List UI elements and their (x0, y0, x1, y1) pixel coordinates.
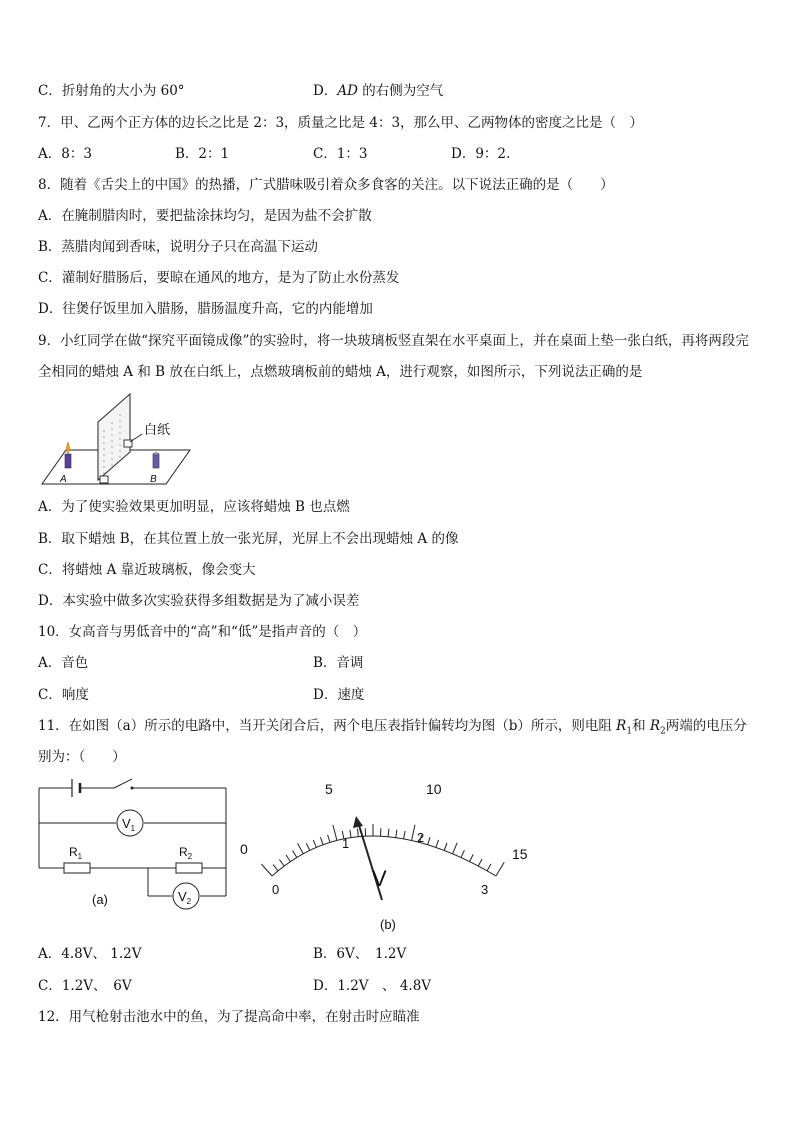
meter-caption: (b) (380, 917, 396, 932)
q9-option-a: A．为了使实验效果更加明显，应该将蜡烛 B 也点燃 (38, 499, 350, 515)
q11-option-d: D．1.2V 、 4.8V (313, 978, 432, 994)
support-block (100, 476, 108, 483)
q11-option-a: A．4.8V、 1.2V (38, 946, 142, 962)
candle-b (153, 454, 159, 468)
resistor-r1 (64, 863, 90, 873)
candle-b-label: B (150, 474, 157, 485)
svg-text:V2: $V_2$ (178, 889, 192, 906)
meter-unit: V (372, 866, 387, 891)
inner-label-0: 0 (272, 882, 280, 897)
q9-option-d: D．本实验中做多次实验获得多组数据是为了减小误差 (38, 593, 360, 609)
q8-option-b: B．蒸腊肉闻到香味，说明分子只在高温下运动 (38, 239, 318, 255)
meter-tick (261, 864, 272, 876)
q8-option-d: D．往煲仔饭里加入腊肠，腊肠温度升高，它的内能增加 (38, 301, 373, 317)
q7-option-b: B．2：1 (175, 146, 230, 162)
candle-flame-icon (66, 442, 69, 454)
q7-option-a: A．8：3 (38, 146, 92, 162)
meter-tick (388, 829, 389, 837)
meter-tick (470, 854, 474, 861)
switch-icon (131, 787, 134, 790)
meter-tick (313, 840, 316, 847)
meter-tick (496, 862, 504, 876)
meter-tick (286, 855, 290, 862)
q8-stem: 8．随着《舌尖上的中国》的热播，广式腊味吸引着众多食客的关注。以下说法正确的是（ ） (38, 177, 614, 193)
outer-label-5: 5 (325, 781, 333, 797)
svg-text:V1: $V_1$ (122, 816, 136, 833)
meter-tick (478, 859, 482, 866)
voltmeter-dial (234, 778, 544, 938)
q10-stem: 10．女高音与男低音中的“高”和“低”是指声音的（ ） (38, 624, 367, 640)
inner-label-2: 2 (417, 830, 425, 845)
inner-label-1: 1 (342, 836, 350, 851)
inner-label-3: 3 (481, 882, 489, 897)
circuit-diagram (36, 776, 232, 914)
q9-option-c: C．将蜡烛 A 靠近玻璃板，像会变大 (38, 562, 256, 578)
meter-tick (412, 825, 415, 841)
meter-tick (293, 851, 297, 858)
resistor-r2 (176, 863, 202, 873)
candle-a-label: A (60, 474, 67, 485)
meter-tick (279, 860, 284, 866)
outer-label-0: 0 (240, 841, 248, 857)
q10-option-d: D．速度 (313, 687, 365, 703)
meter-tick (487, 864, 491, 871)
outer-label-15: 15 (512, 846, 528, 862)
q11-option-c: C．1.2V、 6V (38, 978, 132, 994)
meter-tick (333, 825, 337, 841)
meter-tick (350, 830, 351, 838)
q7-option-d: D．9：2. (451, 146, 511, 162)
q8-option-a: A．在腌制腊肉时，要把盐涂抹均匀，是因为盐不会扩散 (38, 208, 372, 224)
meter-tick (328, 835, 330, 843)
circuit-caption: (a) (92, 892, 108, 907)
meter-tick (444, 843, 447, 851)
meter-tick (306, 843, 310, 850)
meter-tick (273, 865, 278, 871)
q11-option-b: B．6V、 1.2V (313, 946, 407, 962)
q11-stem: 11．在如图（a）所示的电路中，当开关闭合后，两个电压表指针偏转均为图（b）所示，则电阻 $R_1$和 $R_2$两端的电压分 (38, 718, 747, 737)
meter-tick (358, 829, 359, 837)
paper-label: 白纸 (144, 422, 171, 437)
q10-option-b: B．音调 (313, 655, 364, 671)
meter-tick (461, 850, 464, 857)
q9-option-b: B．取下蜡烛 B，在其位置上放一张光屏，光屏上不会出现蜡烛 A 的像 (38, 531, 459, 547)
meter-tick (396, 830, 397, 838)
q6-option-c: C．折射角的大小为 60° (38, 83, 185, 99)
mirror-experiment-figure (38, 392, 198, 492)
q8-option-c: C．灌制好腊肠后，要晾在通风的地方，是为了防止水份蒸发 (38, 270, 400, 286)
q10-option-a: A．音色 (38, 655, 89, 671)
meter-tick (453, 843, 458, 854)
q9-stem: 9．小红同学在做“探究平面镜成像”的实验时，将一块玻璃板竖直架在水平桌面上，并在桌面上垫一张白纸，再将两段完全相同的蜡烛 A 和 B 放在白纸上，点燃玻璃板前的蜡烛 A，进行观察，如图所示，下列说法正确的是 (38, 333, 749, 380)
q12-stem: 12．用气枪射击池水中的鱼，为了提高命中率，在射击时应瞄准 (38, 1009, 420, 1025)
meter-tick (436, 840, 439, 848)
meter-tick (404, 831, 406, 839)
q7-option-c: C．1：3 (313, 146, 368, 162)
q11-stem-line2: 别为：（ ） (38, 749, 126, 765)
candle-a (65, 454, 71, 468)
outer-label-10: 10 (426, 781, 442, 797)
q7-stem: 7．甲、乙两个正方体的边长之比是 2：3，质量之比是 4：3，那么甲、乙两物体的密度之比是（ ） (38, 115, 644, 131)
svg-text:R2: $R_2$ (179, 845, 193, 861)
q6-option-d: D．AD 的右侧为空气 (313, 83, 444, 99)
meter-tick (428, 837, 430, 845)
meter-tick (320, 837, 323, 845)
meter-tick (298, 843, 304, 854)
svg-text:R1: $R_1$ (69, 845, 83, 861)
q10-option-c: C．响度 (38, 687, 89, 703)
glass-plate (98, 394, 130, 480)
